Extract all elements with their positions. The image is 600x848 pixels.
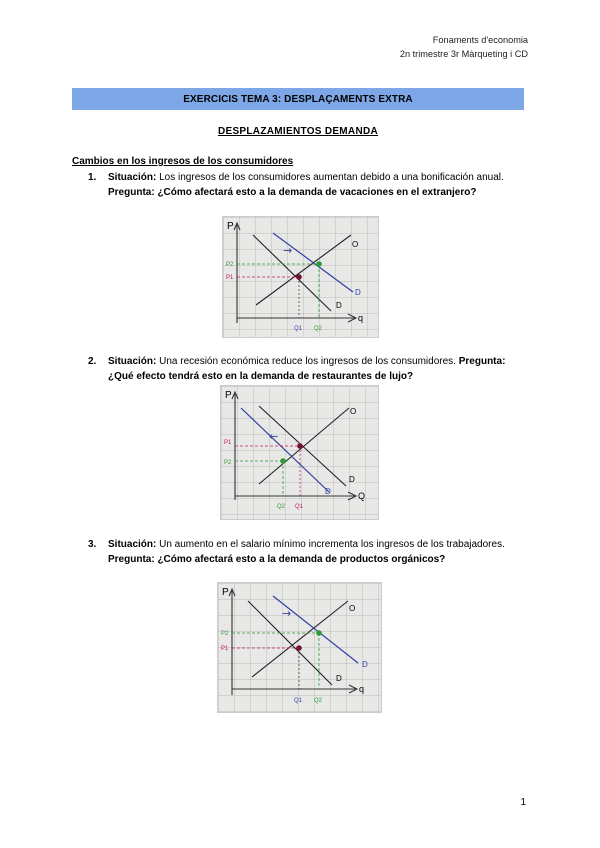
equilibrium-2	[316, 630, 322, 636]
situation-label: Situación:	[108, 356, 157, 367]
question-number: 1.	[88, 172, 97, 183]
old-demand-label: D	[336, 301, 342, 310]
graph-3	[217, 582, 382, 713]
document-header	[400, 33, 528, 61]
p-axis-label: P	[225, 390, 232, 401]
old-demand-label: D	[349, 475, 355, 484]
shift-arrow: ←	[269, 430, 279, 443]
question-number: 3.	[88, 539, 97, 550]
quantity-axis	[235, 492, 356, 500]
new-demand-label: D	[355, 288, 361, 297]
supply-curve	[252, 601, 348, 677]
question-text: Pregunta: ¿Cómo afectará esto a la demanda de productos orgánicos?	[108, 554, 446, 565]
demand-shift-graph-2	[221, 386, 378, 519]
shift-arrow: →	[282, 607, 292, 620]
situation-text: Una recesión económica reduce los ingresos de los consumidores.	[156, 356, 459, 367]
q-axis-label: q	[358, 313, 364, 323]
p2-label: P2	[226, 262, 234, 268]
situation-label: Situación:	[108, 172, 157, 183]
equilibrium-1	[297, 443, 303, 449]
section-heading: DESPLAZAMIENTOS DEMANDA	[217, 126, 379, 137]
price-axis	[234, 223, 240, 323]
old-demand-label: D	[336, 674, 342, 683]
question-text: Pregunta: ¿Qué efecto tendrá esto en la demanda de restaurantes de lujo?	[108, 356, 506, 382]
q1-label: Q1	[295, 504, 304, 510]
q1-label: Q1	[294, 698, 303, 704]
question-text: Pregunta: ¿Cómo afectará esto a la demanda de vacaciones en el extranjero?	[108, 187, 477, 198]
course-name: Fonaments d'economia	[432, 35, 528, 45]
course-info: 2n trimestre 3r Màrqueting i CD	[399, 49, 528, 59]
situation-label: Situación:	[108, 539, 157, 550]
new-demand-label: D	[325, 487, 331, 496]
q-axis-label: Q	[358, 491, 366, 501]
new-demand-label: D	[362, 660, 368, 669]
page-title: EXERCICIS TEMA 3: DESPLAÇAMENTS EXTRA	[72, 88, 524, 110]
question-number: 2.	[88, 356, 97, 367]
q2-label: Q2	[314, 698, 323, 704]
situation-text: Los ingresos de los consumidores aumentan debido a una bonificación anual.	[156, 172, 504, 183]
supply-label: O	[352, 240, 359, 249]
shift-arrow: →	[283, 244, 293, 257]
demand-shift-graph-1	[223, 217, 378, 337]
quantity-axis	[232, 685, 357, 693]
q1-label: Q1	[294, 326, 303, 332]
question-1	[88, 170, 528, 200]
p-axis-label: P	[222, 587, 229, 598]
equilibrium-1	[296, 274, 302, 280]
q-axis-label: q	[359, 684, 365, 694]
subsection-heading: Cambios en los ingresos de los consumidores	[72, 156, 294, 167]
equilibrium-2	[316, 261, 322, 267]
demand-shift-graph-3	[218, 583, 381, 712]
page-number: 1	[520, 797, 526, 808]
equilibrium-2	[280, 458, 286, 464]
question-2	[88, 354, 528, 384]
p1-label: P1	[224, 440, 232, 446]
quantity-axis	[237, 314, 356, 322]
new-demand-curve	[241, 408, 329, 492]
situation-text: Un aumento en el salario mínimo incrementa los ingresos de los trabajadores.	[156, 539, 505, 550]
p2-label: P2	[221, 631, 229, 637]
p1-label: P1	[226, 275, 234, 281]
supply-label: O	[350, 407, 357, 416]
graph-1	[222, 216, 379, 338]
price-axis	[229, 589, 235, 695]
question-3	[88, 537, 528, 567]
p1-label: P1	[221, 646, 229, 652]
p2-label: P2	[224, 460, 232, 466]
supply-label: O	[349, 604, 356, 613]
supply-curve	[256, 235, 351, 305]
q2-label: Q2	[277, 504, 286, 510]
equilibrium-1	[296, 645, 302, 651]
p-axis-label: P	[227, 221, 234, 232]
graph-2	[220, 385, 379, 520]
q2-label: Q2	[314, 326, 323, 332]
